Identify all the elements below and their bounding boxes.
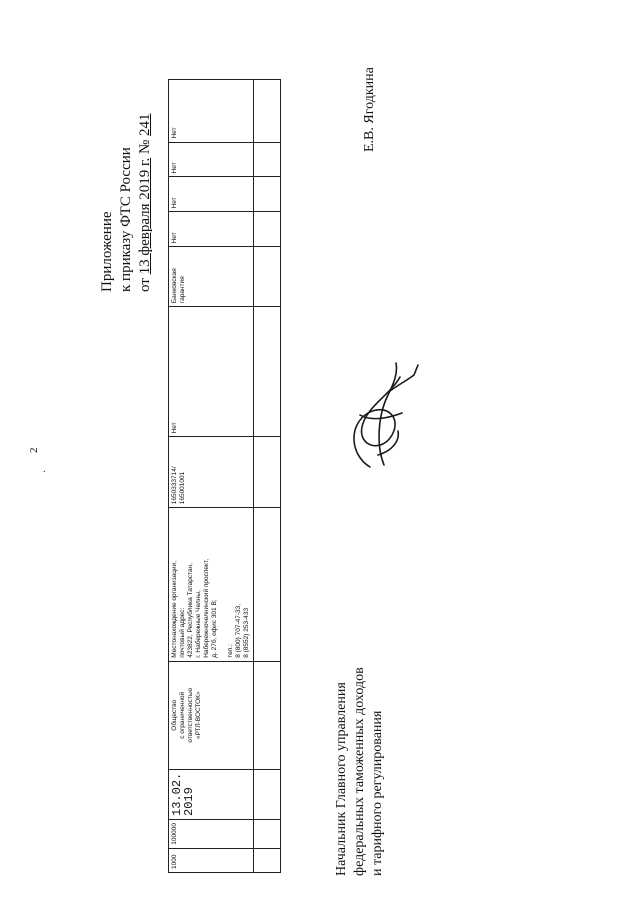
cell-col-7: Нет xyxy=(169,307,254,437)
signer-name: Е.В. Ягодкина xyxy=(362,67,377,152)
page-number: 2 xyxy=(28,447,40,453)
page-dot: . xyxy=(43,464,46,475)
empty-cell xyxy=(254,819,281,848)
cell-date-text: 13.02. 2019 xyxy=(170,772,196,816)
order-number: 241 xyxy=(137,113,153,136)
position-line-3: и тарифного регулирования xyxy=(370,710,385,876)
empty-cell xyxy=(254,307,281,437)
register-table-container xyxy=(168,79,270,873)
empty-cell xyxy=(254,437,281,508)
cell-col-11: Нет xyxy=(169,142,254,177)
empty-cell xyxy=(254,80,281,143)
order-number-label: № xyxy=(137,139,153,155)
cell-date xyxy=(169,769,254,819)
appendix-order-ref: к приказу ФТС России xyxy=(118,147,134,292)
register-table xyxy=(168,79,281,873)
order-date-prefix: от xyxy=(137,278,153,292)
table-row-empty xyxy=(254,80,281,873)
order-date: 13 февраля 2019 г. xyxy=(137,157,153,275)
position-line-1: Начальник Главного управления xyxy=(334,682,349,876)
cell-inn-kpp: 1650333714/ 165001001 xyxy=(169,437,254,508)
empty-cell xyxy=(254,848,281,872)
appendix-order-date-line xyxy=(136,42,155,292)
cell-code-2: 100000 xyxy=(169,819,254,848)
handwritten-signature xyxy=(340,355,420,475)
empty-cell xyxy=(254,769,281,819)
cell-guarantee: Банковская гарантия xyxy=(169,247,254,307)
cell-code-1: 1000 xyxy=(169,848,254,872)
empty-cell xyxy=(254,661,281,769)
empty-cell xyxy=(254,142,281,177)
position-line-2: федеральных таможенных доходов xyxy=(352,667,367,876)
empty-cell xyxy=(254,177,281,212)
cell-col-10: Нет xyxy=(169,177,254,212)
empty-cell xyxy=(254,212,281,247)
cell-col-9: Нет xyxy=(169,212,254,247)
empty-cell xyxy=(254,508,281,662)
appendix-title: Приложение xyxy=(99,211,115,292)
signer-position xyxy=(333,667,387,876)
appendix-header xyxy=(98,42,155,292)
empty-cell xyxy=(254,247,281,307)
table-row xyxy=(169,80,254,873)
cell-organization: Общество с ограниченной ответственностью «РТЛ-ВОСТОК» xyxy=(169,661,254,769)
cell-address: Местонахождение организации, почтовый адрес: 423822, Республика Татарстан, г. Набережные Челны, Набережночелнинский проспект, д. 27б, офис 301 В; тел.: 8 (800) 707-47-33, 8 (8552) 253-433 xyxy=(169,508,254,662)
cell-col-12: Нет xyxy=(169,80,254,143)
